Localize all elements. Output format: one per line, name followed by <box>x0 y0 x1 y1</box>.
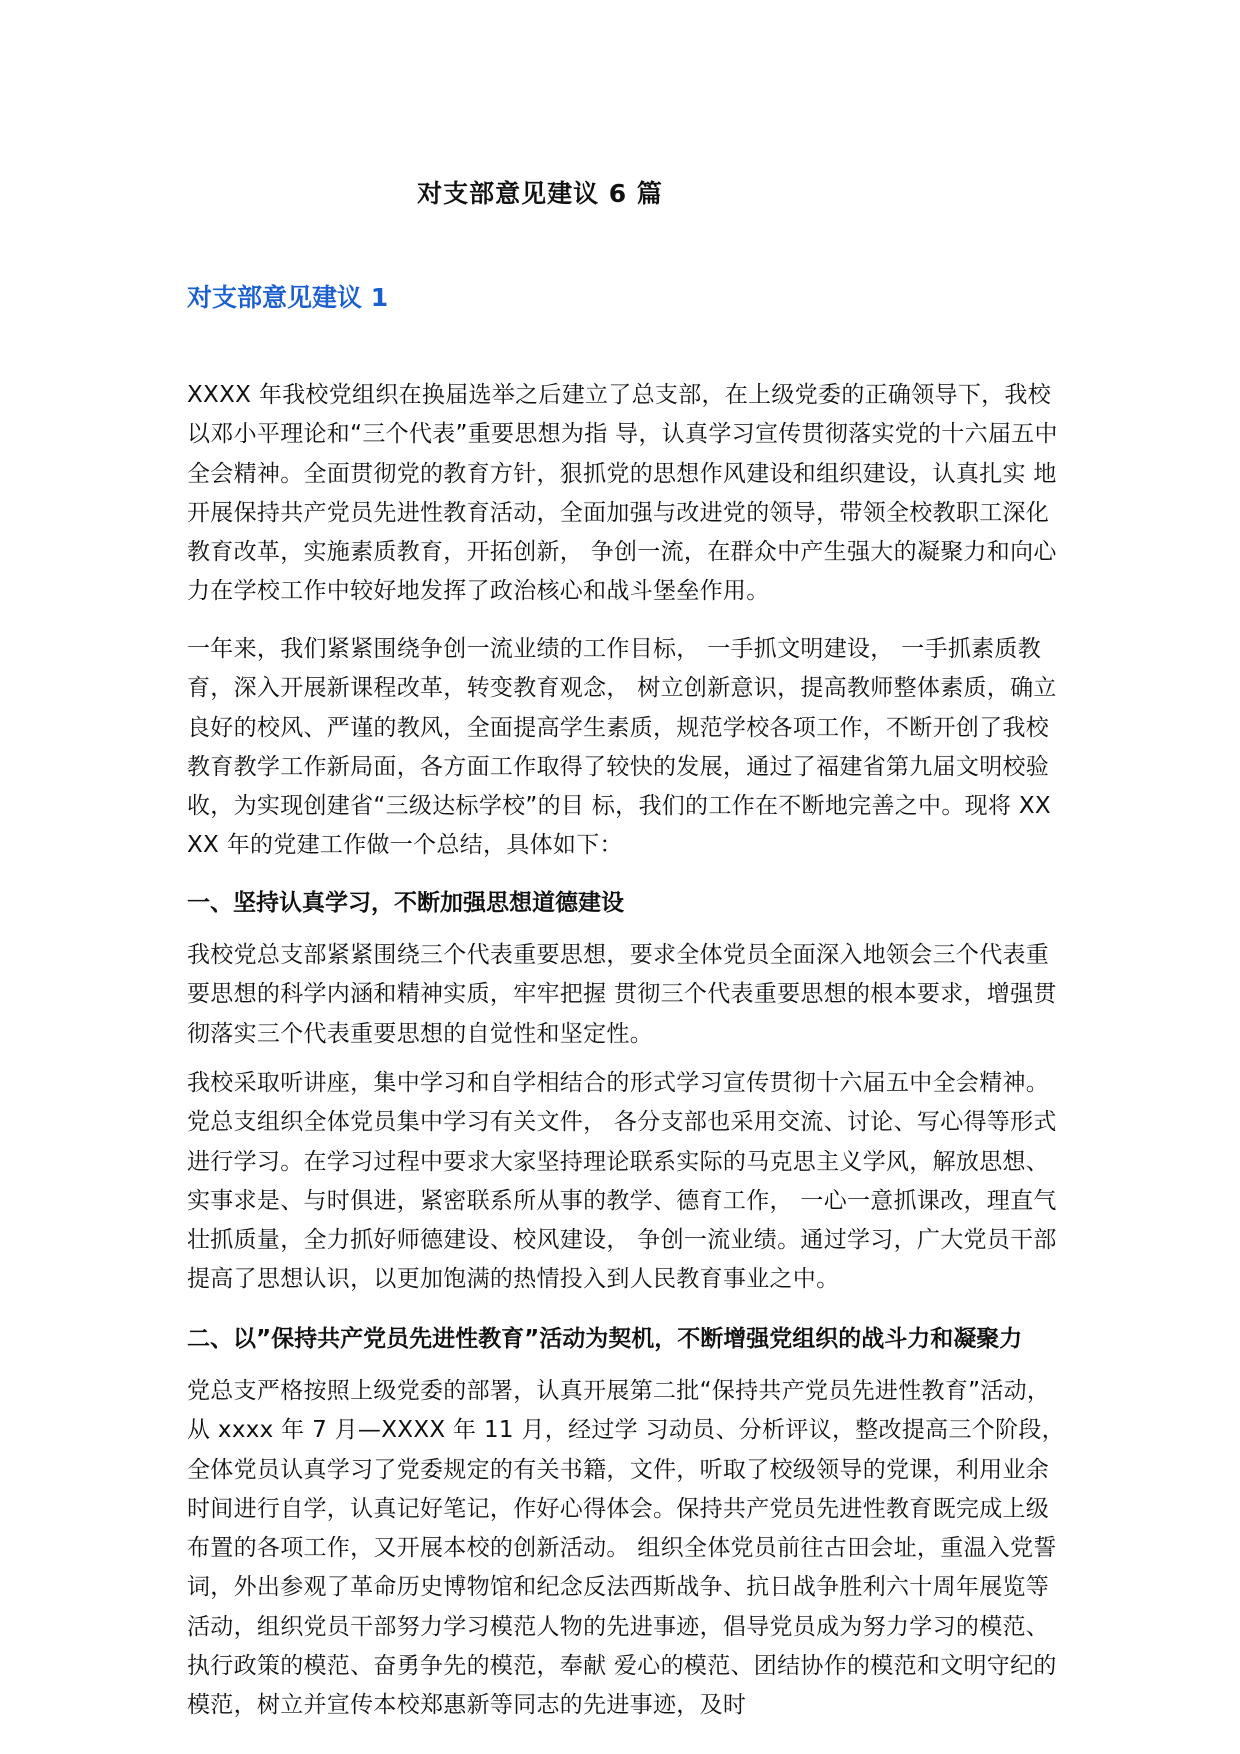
paragraph-1: XXXX 年我校党组织在换届选举之后建立了总支部，在上级党委的正确领导下，我校以邓小平理论和“三个代表”重要思想为指 导，认真学习宣传贯彻落实党的十六届五中全会精神。全面贯彻党的教育方针，狠抓党的思想作风建设和组织建设，认真扎实 地开展保持共产党员先进性教育活动，全面加强与改进党的领导，带领全校教职工深化教育改革，实施素质教育，开拓创新， 争创一流，在群众中产生强大的凝聚力和向心力在学校工作中较好地发挥了政治核心和战斗堡垒作用。 <box>187 382 1058 605</box>
sub-heading-1: 一、坚持认真学习，不断加强思想道德建设 <box>187 890 624 916</box>
paragraph-4: 我校采取听讲座，集中学习和自学相结合的形式学习宣传贯彻十六届五中全会精神。党总支组织全体党员集中学习有关文件， 各分支部也采用交流、讨论、写心得等形式进行学习。在学习过程中要求大家坚持理论联系实际的马克思主义学风，解放思想、 实事求是、与时俱进，紧密联系所从事的教学、德育工作， 一心一意抓课改，理直气壮抓质量，全力抓好师德建设、校风建设， 争创一流业绩。通过学习，广大党员干部提高了思想认识，以更加饱满的热情投入到人民教育事业之中。 <box>187 1070 1057 1293</box>
section-heading: 对支部意见建议 1 <box>187 283 389 312</box>
document-title: 对支部意见建议 6 篇 <box>417 179 663 208</box>
paragraph-5: 党总支严格按照上级党委的部署，认真开展第二批“保持共产党员先进性教育”活动，从 xxxx 年 7 月—XXXX 年 11 月，经过学 习动员、分析评议，整改提高三个阶段，全体党员认真学习了党委规定的有关书籍，文件，听取了校级领导的党课，利用业余 时间进行自学，认真记好笔记，作好心得体会。保持共产党员先进性教育既完成上级布置的各项工作，又开展本校的创新活动。 组织全体党员前往古田会址，重温入党誓词，外出参观了革命历史博物馆和纪念反法西斯战争、抗日战争胜利六十周年展览等 活动，组织党员干部努力学习模范人物的先进事迹，倡导党员成为努力学习的模范、执行政策的模范、奋勇争先的模范，奉献 爱心的模范、团结协作的模范和文明守纪的模范，树立并宣传本校郑惠新等同志的先进事迹，及时 <box>187 1378 1065 1719</box>
paragraph-3: 我校党总支部紧紧围绕三个代表重要思想，要求全体党员全面深入地领会三个代表重要思想的科学内涵和精神实质，牢牢把握 贯彻三个代表重要思想的根本要求，增强贯彻落实三个代表重要思想的自觉性和坚定性。 <box>187 942 1057 1047</box>
sub-heading-2: 二、以”保持共产党员先进性教育”活动为契机，不断增强党组织的战斗力和凝聚力 <box>187 1326 1023 1352</box>
paragraph-2: 一年来，我们紧紧围绕争创一流业绩的工作目标， 一手抓文明建设， 一手抓素质教育，深入开展新课程改革，转变教育观念， 树立创新意识，提高教师整体素质，确立良好的校风、严谨的教风，全面提高学生素质，规范学校各项工作，不断开创了我校 教育教学工作新局面，各方面工作取得了较快的发展，通过了福建省第九届文明校验收，为实现创建省“三级达标学校”的目 标，我们的工作在不断地完善之中。现将 XXXX 年的党建工作做一个总结，具体如下： <box>187 636 1057 859</box>
